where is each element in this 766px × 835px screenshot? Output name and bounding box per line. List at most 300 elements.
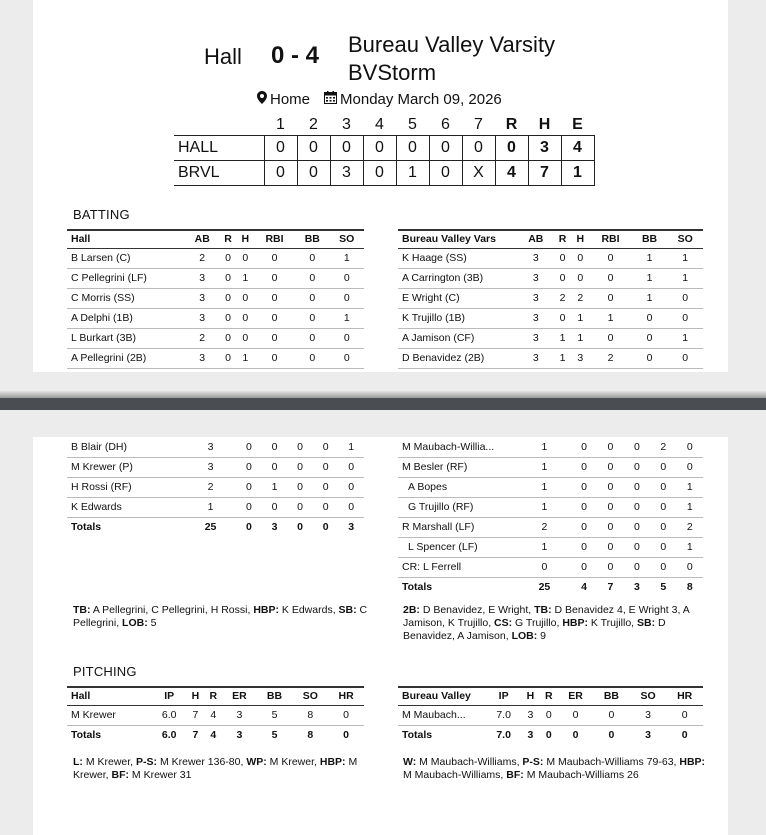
stat-value: 0 bbox=[589, 268, 631, 288]
player-name: A Delphi (1B) bbox=[67, 308, 185, 328]
totals-value: 7.0 bbox=[496, 729, 511, 742]
stat-value: 1 bbox=[571, 328, 589, 348]
stat-value: 0 bbox=[237, 308, 254, 328]
stat-value: 0 bbox=[571, 517, 597, 537]
player-name: A Jamison (CF) bbox=[398, 328, 518, 348]
stat-value: 0 bbox=[330, 288, 365, 308]
linescore-header: 7 bbox=[474, 115, 483, 133]
pitching-section-title: PITCHING bbox=[73, 664, 137, 679]
hall-batting-notes bbox=[73, 604, 373, 630]
stat-col-header: ER bbox=[558, 687, 593, 705]
stat-value: 1 bbox=[677, 537, 703, 557]
stat-value: 2 bbox=[554, 288, 572, 308]
note-text: M Maubach-Williams, bbox=[403, 769, 507, 781]
table-row bbox=[398, 705, 703, 725]
stat-value: 1 bbox=[518, 497, 571, 517]
stat-team-header: Hall bbox=[67, 230, 185, 248]
stat-value: 3 bbox=[185, 268, 219, 288]
table-row bbox=[398, 537, 703, 557]
table-row bbox=[398, 457, 703, 477]
table-row bbox=[398, 248, 703, 268]
stat-value: 7 bbox=[186, 705, 204, 725]
linescore-inning: 0 bbox=[297, 135, 330, 160]
stat-value: 0 bbox=[330, 328, 365, 348]
totals-value: 0 bbox=[545, 729, 552, 742]
stat-value: 6.0 bbox=[152, 705, 186, 725]
table-row bbox=[398, 268, 703, 288]
stat-value: 2 bbox=[185, 477, 236, 497]
totals-value: 6.0 bbox=[161, 729, 177, 742]
stat-value: 1 bbox=[632, 268, 668, 288]
player-name: CR: L Ferrell bbox=[398, 557, 518, 577]
table-row bbox=[398, 477, 703, 497]
stat-value: 0 bbox=[254, 248, 295, 268]
player-name: K Edwards bbox=[67, 497, 185, 517]
stat-value: 2 bbox=[677, 517, 703, 537]
stat-value: 0 bbox=[650, 517, 676, 537]
totals-value: 7 bbox=[607, 581, 614, 594]
stat-value: 0 bbox=[237, 328, 254, 348]
stat-value: 0 bbox=[254, 268, 295, 288]
date-info bbox=[324, 91, 502, 108]
note-text: M Krewer 31 bbox=[129, 769, 192, 781]
stat-value: 1 bbox=[554, 328, 572, 348]
table-row bbox=[67, 268, 364, 288]
linescore-inning: 3 bbox=[330, 160, 363, 185]
note-text: G Trujillo, bbox=[512, 617, 563, 629]
stat-col-header: ER bbox=[222, 687, 256, 705]
linescore-hits: 3 bbox=[528, 135, 561, 160]
note-label: BF: bbox=[506, 769, 524, 781]
stat-value: 0 bbox=[219, 248, 236, 268]
linescore-inning: 0 bbox=[429, 135, 462, 160]
stat-value: 0 bbox=[667, 308, 703, 328]
player-name: A Pellegrini (2B) bbox=[67, 348, 185, 368]
stat-header-row bbox=[398, 230, 703, 248]
note-text: M Maubach-Williams, bbox=[416, 756, 523, 768]
stat-value: 0 bbox=[597, 437, 623, 457]
stat-value: 0 bbox=[589, 328, 631, 348]
stat-value: 0 bbox=[219, 308, 236, 328]
stat-value: 3 bbox=[185, 348, 219, 368]
note-text: 9 bbox=[537, 630, 547, 642]
stat-value: 0 bbox=[632, 328, 668, 348]
totals-value: 4 bbox=[210, 729, 217, 742]
player-name: C Morris (SS) bbox=[67, 288, 185, 308]
stat-value: 0 bbox=[262, 457, 288, 477]
player-name: L Spencer (LF) bbox=[398, 537, 518, 557]
stat-value: 0 bbox=[313, 497, 339, 517]
totals-value: 5 bbox=[271, 729, 278, 742]
stat-col-header: AB bbox=[185, 230, 219, 248]
linescore-header: E bbox=[572, 115, 583, 133]
stat-col-header: SO bbox=[630, 687, 667, 705]
linescore-runs: 0 bbox=[495, 135, 528, 160]
totals-value: 0 bbox=[343, 729, 349, 742]
totals-value: 0 bbox=[322, 521, 329, 534]
totals-value: 25 bbox=[204, 521, 217, 534]
stat-value: 0 bbox=[219, 268, 236, 288]
stat-value: 1 bbox=[330, 308, 365, 328]
stat-value: 1 bbox=[237, 348, 254, 368]
stat-value: 0 bbox=[624, 557, 650, 577]
stat-value: 0 bbox=[650, 537, 676, 557]
table-row bbox=[67, 248, 364, 268]
table-row bbox=[67, 328, 364, 348]
totals-value: 0 bbox=[297, 521, 303, 534]
player-name: L Burkart (3B) bbox=[67, 328, 185, 348]
stat-col-header: AB bbox=[518, 230, 554, 248]
stat-value: 0 bbox=[313, 477, 339, 497]
stat-team-header: Hall bbox=[67, 687, 152, 705]
stat-col-header: SO bbox=[292, 687, 328, 705]
stat-value: 3 bbox=[518, 248, 554, 268]
player-name: B Blair (DH) bbox=[67, 437, 185, 457]
stat-value: 0 bbox=[236, 437, 262, 457]
linescore-header: R bbox=[505, 115, 518, 133]
stat-value: 0 bbox=[338, 457, 364, 477]
stat-value: 0 bbox=[597, 557, 623, 577]
table-row bbox=[67, 457, 364, 477]
stat-value: 2 bbox=[185, 328, 219, 348]
totals-row bbox=[398, 725, 703, 745]
stat-value: 0 bbox=[558, 705, 593, 725]
note-text: D Benavidez, A Jamison, bbox=[403, 617, 666, 642]
game-score: 0 - 4 bbox=[271, 42, 320, 69]
linescore-inning: 0 bbox=[297, 160, 330, 185]
player-name: D Benavidez (2B) bbox=[398, 348, 518, 368]
stat-value: 5 bbox=[257, 705, 293, 725]
stat-team-header: Bureau Valley Vars bbox=[398, 230, 518, 248]
table-row bbox=[67, 437, 364, 457]
stat-value: 3 bbox=[518, 308, 554, 328]
stat-value: 0 bbox=[597, 497, 623, 517]
stat-value: 0 bbox=[554, 308, 572, 328]
stat-col-header: R bbox=[204, 687, 222, 705]
note-text: M Krewer, bbox=[82, 756, 137, 768]
note-text: D Benavidez, E Wright, bbox=[419, 604, 535, 616]
stat-value: 0 bbox=[254, 348, 295, 368]
stat-value: 0 bbox=[650, 557, 676, 577]
linescore-team: BRVL bbox=[174, 160, 264, 185]
stat-value: 2 bbox=[650, 437, 676, 457]
linescore-header: 6 bbox=[441, 115, 450, 133]
location-text: Home bbox=[270, 91, 311, 108]
linescore-header: H bbox=[538, 115, 551, 133]
totals-value: 8 bbox=[686, 581, 693, 594]
stat-value: 0 bbox=[677, 557, 703, 577]
linescore-header: 4 bbox=[375, 115, 384, 133]
stat-value: 0 bbox=[650, 457, 676, 477]
table-row bbox=[398, 288, 703, 308]
page-break bbox=[0, 398, 766, 410]
stat-value: 2 bbox=[185, 248, 219, 268]
table-row bbox=[398, 348, 703, 368]
stat-value: 3 bbox=[185, 437, 236, 457]
linescore-inning: 0 bbox=[363, 135, 396, 160]
stat-value: 1 bbox=[338, 437, 364, 457]
totals-label: Totals bbox=[402, 729, 433, 742]
note-label: 2B: bbox=[403, 604, 420, 616]
stat-value: 0 bbox=[589, 248, 631, 268]
note-text: K Edwards, bbox=[279, 604, 339, 616]
stat-value: 0 bbox=[313, 457, 339, 477]
table-row bbox=[67, 288, 364, 308]
note-text: M Krewer 136-80, bbox=[157, 756, 247, 768]
totals-value: 0 bbox=[246, 521, 252, 534]
linescore-header: 3 bbox=[342, 115, 351, 133]
bv-batting-table bbox=[398, 229, 703, 369]
note-text: M Maubach-Williams 79-63, bbox=[543, 756, 680, 768]
note-label: WP: bbox=[246, 756, 267, 768]
stat-value: 1 bbox=[677, 497, 703, 517]
totals-value: 0 bbox=[681, 729, 688, 742]
player-name: M Maubach-Willia... bbox=[398, 437, 518, 457]
stat-value: 1 bbox=[571, 308, 589, 328]
stat-value: 3 bbox=[518, 328, 554, 348]
note-label: LOB: bbox=[122, 617, 148, 629]
linescore-row bbox=[174, 160, 594, 185]
date-text: Monday March 09, 2026 bbox=[340, 91, 502, 108]
stat-value: 1 bbox=[185, 497, 236, 517]
stat-value: 0 bbox=[254, 308, 295, 328]
away-team-name: Hall bbox=[204, 44, 242, 69]
stat-value: 0 bbox=[554, 248, 572, 268]
stat-value: 0 bbox=[677, 437, 703, 457]
stat-col-header: H bbox=[521, 687, 539, 705]
stat-value: 1 bbox=[330, 248, 365, 268]
totals-value: 3 bbox=[348, 521, 355, 534]
stat-value: 0 bbox=[237, 248, 254, 268]
stat-value: 1 bbox=[667, 248, 703, 268]
totals-label: Totals bbox=[71, 521, 102, 534]
totals-value: 3 bbox=[645, 729, 651, 742]
stat-value: 0 bbox=[597, 517, 623, 537]
stat-value: 0 bbox=[295, 248, 329, 268]
linescore-header: 5 bbox=[408, 115, 417, 133]
bv-batting-table-cont bbox=[398, 437, 703, 597]
linescore-errors: 1 bbox=[561, 160, 594, 185]
table-row bbox=[398, 437, 703, 457]
stat-col-header: BB bbox=[257, 687, 293, 705]
location-info bbox=[257, 91, 310, 108]
stat-col-header: H bbox=[237, 230, 254, 248]
stat-value: 0 bbox=[632, 348, 668, 368]
stat-col-header: R bbox=[219, 230, 236, 248]
stat-value: 0 bbox=[330, 268, 365, 288]
note-label: HBP: bbox=[679, 756, 706, 768]
stat-value: 0 bbox=[597, 477, 623, 497]
player-name: B Larsen (C) bbox=[67, 248, 185, 268]
totals-value: 4 bbox=[581, 581, 587, 594]
stat-col-header: RBI bbox=[589, 230, 631, 248]
linescore-inning: 0 bbox=[264, 135, 297, 160]
stat-col-header: RBI bbox=[254, 230, 295, 248]
stat-value: 1 bbox=[667, 268, 703, 288]
stat-value: 0 bbox=[295, 288, 329, 308]
note-label: HBP: bbox=[319, 756, 346, 768]
linescore-inning: 0 bbox=[462, 135, 495, 160]
map-pin-icon bbox=[257, 91, 267, 107]
note-text: D Benavidez 4, E Wright 3, A Jamison, K Trujillo, bbox=[403, 604, 690, 629]
stat-value: 3 bbox=[571, 348, 589, 368]
stat-value: 4 bbox=[204, 705, 222, 725]
boxscore-page-top bbox=[33, 0, 728, 372]
stat-value: 3 bbox=[518, 288, 554, 308]
totals-row bbox=[67, 517, 364, 537]
note-text: C Pellegrini, bbox=[73, 604, 368, 629]
stat-col-header: H bbox=[186, 687, 204, 705]
stat-value: 1 bbox=[518, 537, 571, 557]
stat-value: 0 bbox=[313, 437, 339, 457]
note-label: L: bbox=[73, 756, 83, 768]
stat-value: 7.0 bbox=[486, 705, 521, 725]
stat-header-row bbox=[398, 687, 703, 705]
totals-value: 3 bbox=[236, 729, 243, 742]
player-name: A Bopes bbox=[398, 477, 518, 497]
home-team-name: Bureau Valley Varsity BVStorm bbox=[348, 32, 556, 85]
totals-value: 3 bbox=[633, 581, 640, 594]
note-label: BF: bbox=[111, 769, 130, 781]
linescore-inning: 0 bbox=[330, 135, 363, 160]
player-name: K Trujillo (1B) bbox=[398, 308, 518, 328]
totals-label: Totals bbox=[402, 581, 433, 594]
calendar-icon bbox=[324, 91, 337, 107]
stat-value: 0 bbox=[328, 705, 364, 725]
stat-value: 1 bbox=[262, 477, 288, 497]
stat-value: 0 bbox=[262, 437, 288, 457]
stat-value: 0 bbox=[338, 477, 364, 497]
stat-col-header: BB bbox=[295, 230, 329, 248]
stat-value: 3 bbox=[518, 268, 554, 288]
table-row bbox=[67, 705, 364, 725]
note-label: HBP: bbox=[562, 617, 588, 629]
stat-value: 0 bbox=[295, 348, 329, 368]
stat-value: 2 bbox=[518, 517, 571, 537]
stat-value: 0 bbox=[571, 437, 597, 457]
stat-value: 8 bbox=[292, 705, 328, 725]
totals-row bbox=[398, 577, 703, 597]
bv-pitching-notes bbox=[403, 756, 708, 782]
stat-value: 0 bbox=[571, 537, 597, 557]
stat-value: 3 bbox=[185, 308, 219, 328]
stat-value: 0 bbox=[287, 457, 313, 477]
stat-value: 1 bbox=[518, 457, 571, 477]
stat-value: 0 bbox=[236, 497, 262, 517]
player-name: M Krewer (P) bbox=[67, 457, 185, 477]
totals-row bbox=[67, 725, 364, 745]
stat-value: 0 bbox=[295, 268, 329, 288]
player-name: C Pellegrini (LF) bbox=[67, 268, 185, 288]
stat-value: 0 bbox=[571, 477, 597, 497]
stat-value: 3 bbox=[222, 705, 256, 725]
stat-value: 0 bbox=[571, 457, 597, 477]
stat-value: 0 bbox=[593, 705, 630, 725]
stat-value: 0 bbox=[262, 497, 288, 517]
stat-value: 0 bbox=[295, 308, 329, 328]
totals-value: 7 bbox=[192, 729, 199, 742]
stat-value: 1 bbox=[632, 248, 668, 268]
stat-value: 0 bbox=[254, 328, 295, 348]
stat-value: 3 bbox=[630, 705, 667, 725]
note-label: TB: bbox=[73, 604, 91, 616]
table-row bbox=[67, 477, 364, 497]
stat-col-header: R bbox=[554, 230, 572, 248]
linescore-inning: 0 bbox=[429, 160, 462, 185]
note-text: M Krewer, bbox=[73, 756, 358, 781]
stat-value: 0 bbox=[624, 457, 650, 477]
stat-header-row bbox=[67, 230, 364, 248]
stat-value: 0 bbox=[650, 497, 676, 517]
stat-value: 0 bbox=[632, 308, 668, 328]
stat-value: 0 bbox=[667, 348, 703, 368]
hall-batting-table-cont bbox=[67, 437, 364, 537]
note-label: P-S: bbox=[522, 756, 544, 768]
stat-value: 0 bbox=[571, 557, 597, 577]
stat-value: 1 bbox=[554, 348, 572, 368]
stat-value: 0 bbox=[287, 497, 313, 517]
stat-col-header: HR bbox=[328, 687, 364, 705]
stat-value: 0 bbox=[295, 328, 329, 348]
player-name: M Maubach... bbox=[398, 705, 486, 725]
linescore-table bbox=[174, 115, 595, 186]
player-name: G Trujillo (RF) bbox=[398, 497, 518, 517]
player-name: A Carrington (3B) bbox=[398, 268, 518, 288]
table-row bbox=[67, 497, 364, 517]
stat-col-header: IP bbox=[152, 687, 186, 705]
batting-section-title: BATTING bbox=[73, 207, 130, 222]
linescore-inning: 0 bbox=[396, 135, 429, 160]
stat-value: 0 bbox=[236, 457, 262, 477]
table-row bbox=[67, 348, 364, 368]
stat-value: 0 bbox=[624, 437, 650, 457]
linescore-header bbox=[174, 115, 264, 135]
totals-value: 25 bbox=[538, 581, 551, 594]
note-text: 5 bbox=[147, 617, 157, 629]
stat-col-header: HR bbox=[666, 687, 703, 705]
linescore-header: 2 bbox=[309, 115, 318, 133]
linescore-inning: 0 bbox=[363, 160, 396, 185]
player-name: M Krewer bbox=[67, 705, 152, 725]
game-meta bbox=[257, 91, 502, 108]
stat-value: 0 bbox=[219, 288, 236, 308]
linescore-runs: 4 bbox=[495, 160, 528, 185]
stat-value: 0 bbox=[589, 288, 631, 308]
stat-value: 0 bbox=[237, 288, 254, 308]
stat-value: 3 bbox=[518, 348, 554, 368]
bv-batting-notes bbox=[403, 604, 708, 643]
stat-value: 0 bbox=[287, 437, 313, 457]
stat-value: 0 bbox=[219, 348, 236, 368]
stat-col-header: R bbox=[540, 687, 558, 705]
totals-value: 0 bbox=[608, 729, 615, 742]
stat-value: 3 bbox=[521, 705, 539, 725]
table-row bbox=[398, 517, 703, 537]
stat-value: 0 bbox=[554, 268, 572, 288]
stat-value: 0 bbox=[571, 268, 589, 288]
page-break-shadow bbox=[0, 391, 766, 398]
player-name: H Rossi (RF) bbox=[67, 477, 185, 497]
stat-value: 0 bbox=[338, 497, 364, 517]
totals-value: 3 bbox=[527, 729, 534, 742]
player-name: E Wright (C) bbox=[398, 288, 518, 308]
note-text: K Trujillo, bbox=[587, 617, 637, 629]
totals-value: 5 bbox=[660, 581, 667, 594]
linescore-inning: X bbox=[462, 160, 495, 185]
player-name: K Haage (SS) bbox=[398, 248, 518, 268]
note-label: LOB: bbox=[511, 630, 538, 642]
note-label: TB: bbox=[534, 604, 552, 616]
